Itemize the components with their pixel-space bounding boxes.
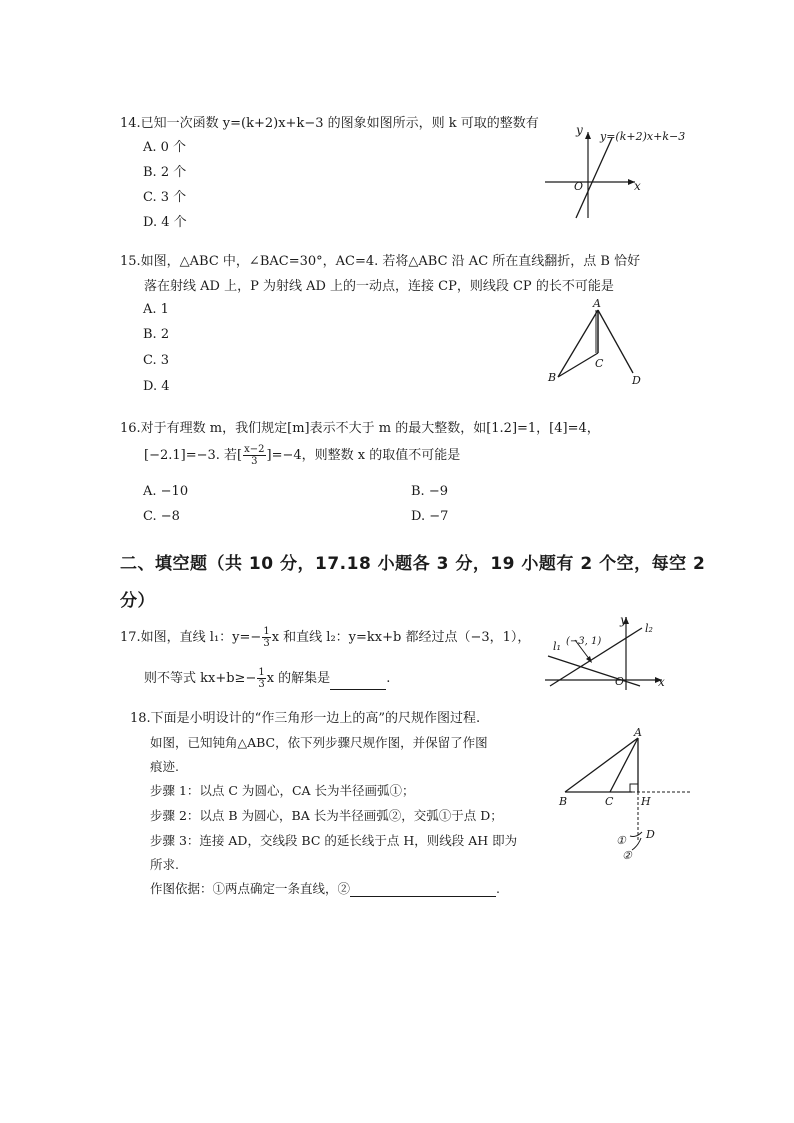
q14-option-b: B. 2 个 bbox=[143, 165, 187, 180]
q18-label-c: C bbox=[605, 795, 614, 808]
q15-option-b: B. 2 bbox=[143, 327, 170, 342]
q18-basis-end: . bbox=[496, 881, 500, 896]
q18-construction-figure bbox=[552, 728, 697, 868]
q15-stem-line1: 15.如图，△ABC 中，∠BAC=30°，AC=4. 若将△ABC 沿 AC 所在直线翻折，点 B 恰好 bbox=[120, 254, 641, 269]
section2-heading-line1: 二、填空题（共 10 分，17.18 小题各 3 分，19 小题有 2 个空，每空 2 bbox=[120, 554, 706, 574]
q17-line2-post: x 的解集是 bbox=[266, 671, 331, 686]
q16-frac-den: 3 bbox=[251, 456, 258, 467]
q17-frac-num-1: 1 bbox=[263, 626, 270, 637]
q18-answer-blank[interactable] bbox=[350, 882, 496, 897]
q16-line2-post: ]=−4，则整数 x 的取值不可能是 bbox=[266, 448, 461, 463]
q16-option-c: C. −8 bbox=[143, 509, 180, 524]
q16-stem-line2 bbox=[144, 444, 460, 467]
q16-frac-num: x−2 bbox=[244, 444, 265, 455]
q14-option-d: D. 4 个 bbox=[143, 215, 187, 230]
q17-line1-pre: 17.如图，直线 l₁：y=− bbox=[120, 630, 262, 645]
q15-option-c: C. 3 bbox=[143, 353, 170, 368]
q16-line2-pre: [−2.1]=−3. 若[ bbox=[144, 448, 243, 463]
q17-answer-blank[interactable] bbox=[330, 675, 386, 690]
section2-heading-line2: 分） bbox=[120, 591, 155, 611]
q17-line2-pre: 则不等式 kx+b≥− bbox=[144, 671, 257, 686]
q18-label-b: B bbox=[559, 795, 568, 808]
q14-graph bbox=[540, 120, 686, 225]
q15-label-d: D bbox=[632, 374, 641, 387]
q17-y-label: y bbox=[620, 613, 627, 627]
q14-stem: 14.已知一次函数 y=(k+2)x+k−3 的图象如图所示，则 k 可取的整数有 bbox=[120, 116, 539, 131]
q18-step1: 步骤 1：以点 C 为圆心，CA 长为半径画弧①； bbox=[150, 783, 415, 798]
q18-stem: 18.下面是小明设计的“作三角形一边上的高”的尺规作图过程. bbox=[130, 711, 481, 726]
q18-step2: 步骤 2：以点 B 为圆心，BA 长为半径画弧②，交弧①于点 D； bbox=[150, 808, 503, 823]
q14-y-label: y bbox=[576, 123, 583, 137]
q15-label-b: B bbox=[548, 371, 557, 384]
q18-arc2-label: ② bbox=[622, 849, 632, 862]
q18-segment-ab bbox=[565, 738, 638, 792]
q17-fraction-2 bbox=[257, 667, 265, 690]
q18-step3-line1: 步骤 3：连接 AD，交线段 BC 的延长线于点 H，则线段 AH 即为 bbox=[150, 833, 518, 848]
q15-side-ab bbox=[558, 310, 598, 377]
q18-arc-1 bbox=[630, 832, 642, 837]
q17-x-label: x bbox=[658, 675, 665, 689]
q17-frac-den-2: 3 bbox=[258, 679, 265, 690]
q16-option-d: D. −7 bbox=[411, 509, 449, 524]
q17-frac-num-2: 1 bbox=[258, 667, 265, 678]
q15-option-a: A. 1 bbox=[143, 302, 169, 317]
q17-fraction-1 bbox=[262, 626, 270, 649]
q14-function-line bbox=[576, 138, 612, 218]
q17-stem-line1 bbox=[120, 626, 530, 649]
q14-x-label: x bbox=[634, 179, 641, 193]
q15-triangle-figure bbox=[540, 295, 650, 390]
q14-option-c: C. 3 个 bbox=[143, 190, 187, 205]
q17-l1-label: l₁ bbox=[553, 640, 561, 653]
q17-point-label: (−3, 1) bbox=[566, 636, 602, 647]
q16-fraction bbox=[243, 444, 265, 467]
q14-origin-label: O bbox=[574, 180, 584, 193]
q17-graph bbox=[540, 612, 675, 692]
q15-stem-line2: 落在射线 AD 上，P 为射线 AD 上的一动点，连接 CP，则线段 CP 的长不可能是 bbox=[144, 279, 614, 294]
q15-label-c: C bbox=[595, 357, 604, 370]
q18-label-h: H bbox=[641, 795, 651, 808]
q17-line1-post: x 和直线 l₂：y=kx+b 都经过点（−3，1）， bbox=[271, 630, 531, 645]
q16-stem-line1: 16.对于有理数 m，我们规定[m]表示不大于 m 的最大整数，如[1.2]=1，[4]=4， bbox=[120, 421, 600, 436]
q17-stem-line2 bbox=[144, 667, 390, 690]
q15-label-a: A bbox=[593, 297, 601, 310]
q18-label-a: A bbox=[634, 726, 642, 739]
q17-frac-den-1: 3 bbox=[263, 638, 270, 649]
q18-arc-2 bbox=[632, 838, 641, 850]
q16-option-a: A. −10 bbox=[143, 484, 189, 499]
q15-option-d: D. 4 bbox=[143, 379, 170, 394]
q18-basis bbox=[150, 879, 500, 897]
q18-intro-line2: 痕迹. bbox=[150, 759, 179, 774]
q18-label-d: D bbox=[646, 828, 655, 841]
q18-right-angle-mark bbox=[630, 784, 638, 792]
q18-step3-line2: 所求. bbox=[150, 857, 179, 872]
q14-option-a: A. 0 个 bbox=[143, 140, 187, 155]
q18-arc1-label: ① bbox=[616, 834, 626, 847]
q18-intro-line1: 如图，已知钝角△ABC，依下列步骤尺规作图，并保留了作图 bbox=[150, 735, 488, 750]
q17-origin-label: O bbox=[615, 675, 625, 688]
q15-side-bc bbox=[558, 353, 598, 377]
q16-option-b: B. −9 bbox=[411, 484, 448, 499]
q18-basis-pre: 作图依据：①两点确定一条直线，② bbox=[150, 881, 351, 896]
q17-l2-label: l₂ bbox=[645, 622, 653, 635]
q14-line-label: y=(k+2)x+k−3 bbox=[600, 130, 686, 143]
q17-line2-end: . bbox=[386, 671, 391, 686]
